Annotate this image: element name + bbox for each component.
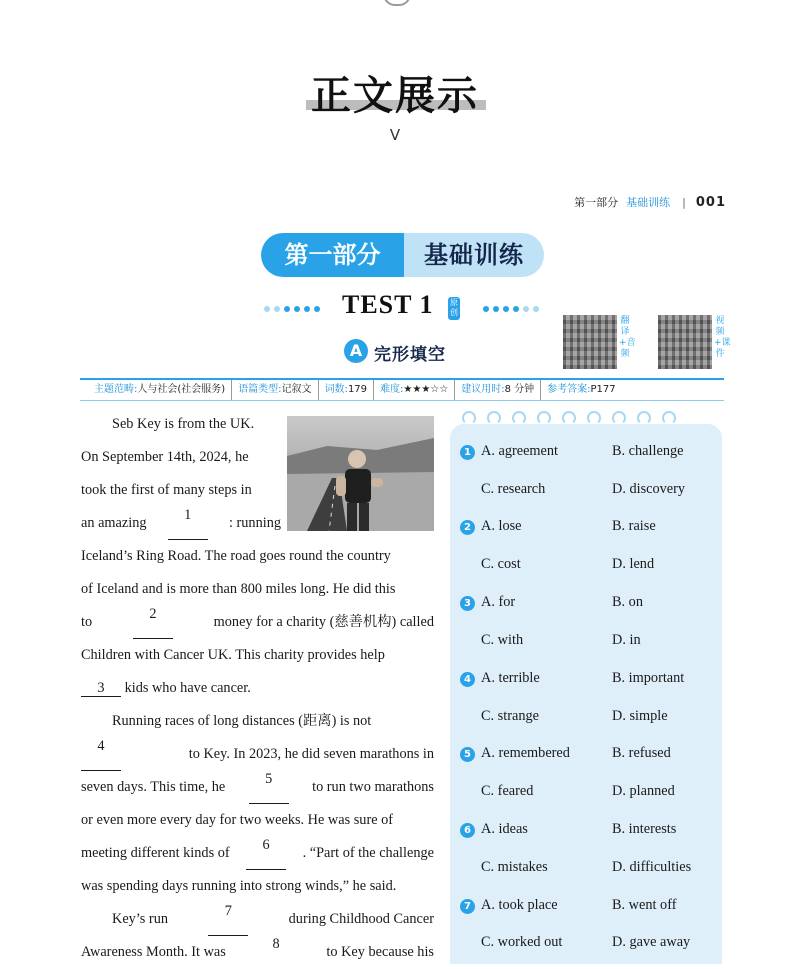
question-number-badge: 5: [460, 747, 475, 762]
original-tag: 原创: [448, 297, 460, 320]
passage-line: Running races of long distances (距离) is not: [112, 713, 372, 729]
question-number-badge: 1: [460, 445, 475, 460]
info-answer: 参考答案:P177: [547, 384, 616, 395]
option-c[interactable]: C. with: [481, 632, 524, 648]
dots-decoration-right: [483, 305, 539, 313]
option-b[interactable]: B. challenge: [612, 443, 684, 459]
option-d[interactable]: D. difficulties: [612, 859, 692, 875]
option-c[interactable]: C. worked out: [481, 934, 563, 950]
binder-rings-decoration: [462, 411, 676, 425]
passage-line: or even more every day for two weeks. He was sure of: [81, 812, 394, 828]
option-a[interactable]: A. for: [481, 594, 516, 610]
option-row: [460, 745, 720, 767]
question-number-badge: 4: [460, 672, 475, 687]
option-b[interactable]: B. on: [612, 594, 643, 610]
option-row: [460, 859, 720, 881]
option-row: [460, 443, 720, 465]
passage-line: Key’s run 7 during Childhood Cancer: [81, 903, 434, 936]
passage-line: seven days. This time, he 5 to run two marathons: [81, 771, 434, 804]
qr-label-video: 视频+课件: [714, 316, 731, 359]
option-d[interactable]: D. discovery: [612, 481, 686, 497]
option-row: [460, 783, 720, 805]
running-header: 第一部分 基础训练 | 001: [574, 195, 726, 210]
option-row: [460, 632, 720, 654]
passage-line: an amazing 1 : running: [81, 507, 281, 540]
option-a[interactable]: A. remembered: [481, 745, 570, 761]
section-title: 完形填空: [374, 345, 446, 365]
part-header-left: 第一部分: [261, 233, 404, 277]
option-a[interactable]: A. ideas: [481, 821, 528, 837]
option-row: [460, 897, 720, 919]
question-number-badge: 3: [460, 596, 475, 611]
option-b[interactable]: B. went off: [612, 897, 677, 913]
option-a[interactable]: A. terrible: [481, 670, 540, 686]
option-c[interactable]: C. mistakes: [481, 859, 548, 875]
passage: [81, 408, 434, 969]
question-number-badge: 2: [460, 520, 475, 535]
running-header-section: 基础训练: [626, 196, 671, 209]
qr-label-translation: 翻译+音频: [619, 316, 636, 359]
blank-3[interactable]: 3: [81, 680, 121, 697]
passage-line: 3 kids who have cancer.: [81, 672, 434, 705]
option-d[interactable]: D. simple: [612, 708, 668, 724]
banner-title: 正文展示: [311, 73, 479, 119]
part-header: [261, 233, 544, 277]
option-b[interactable]: B. raise: [612, 518, 656, 534]
blank-8[interactable]: 8: [272, 936, 280, 952]
option-row: [460, 518, 720, 540]
info-bar: [80, 378, 724, 401]
option-row: [460, 708, 720, 730]
test-title: TEST 1: [342, 290, 434, 319]
passage-line: to 2 money for a charity (慈善机构) called: [81, 606, 434, 639]
option-d[interactable]: D. gave away: [612, 934, 691, 950]
info-time: 建议用时:8 分钟: [455, 380, 541, 400]
option-row: [460, 556, 720, 578]
qr-code-video[interactable]: [658, 315, 712, 369]
passage-line: Iceland’s Ring Road. The road goes round the country: [81, 548, 391, 564]
chevron-down-icon: V: [389, 126, 401, 144]
passage-line: of Iceland and is more than 800 miles long. He did this: [81, 581, 396, 597]
option-c[interactable]: C. cost: [481, 556, 521, 572]
blank-1[interactable]: 1: [168, 507, 208, 540]
passage-line: was spending days running into strong winds,” he said.: [81, 878, 397, 894]
passage-line: Awareness Month. It was 8 to Key because his: [81, 936, 434, 969]
option-row: [460, 821, 720, 843]
option-c[interactable]: C. research: [481, 481, 546, 497]
passage-line: 4 to Key. In 2023, he did seven marathons in: [81, 738, 434, 771]
blank-6[interactable]: 6: [246, 837, 286, 870]
blank-4[interactable]: 4: [81, 738, 121, 771]
page-number: 001: [695, 195, 726, 210]
info-words: 词数:179: [319, 380, 374, 400]
passage-line: Children with Cancer UK. This charity provides help: [81, 647, 385, 663]
option-a[interactable]: A. took place: [481, 897, 558, 913]
blank-5[interactable]: 5: [249, 771, 289, 804]
option-c[interactable]: C. strange: [481, 708, 539, 724]
blank-7[interactable]: 7: [208, 903, 248, 936]
option-row: [460, 670, 720, 692]
options-panel: [450, 424, 722, 964]
info-genre: 语篇类型:记叙文: [232, 380, 318, 400]
option-b[interactable]: B. refused: [612, 745, 671, 761]
question-number-badge: 6: [460, 823, 475, 838]
option-row: [460, 594, 720, 616]
passage-line: took the first of many steps in: [81, 482, 252, 498]
section-badge: A: [344, 339, 368, 363]
running-header-part: 第一部分: [574, 196, 619, 209]
option-d[interactable]: D. planned: [612, 783, 675, 799]
option-b[interactable]: B. important: [612, 670, 685, 686]
option-a[interactable]: A. agreement: [481, 443, 559, 459]
option-c[interactable]: C. feared: [481, 783, 534, 799]
part-header-right: 基础训练: [424, 241, 524, 269]
top-decoration: [383, 0, 411, 6]
option-a[interactable]: A. lose: [481, 518, 522, 534]
option-row: [460, 934, 720, 956]
info-theme: 主题范畴:人与社会(社会服务): [80, 380, 232, 400]
option-d[interactable]: D. in: [612, 632, 641, 648]
passage-line: On September 14th, 2024, he: [81, 449, 249, 465]
option-row: [460, 481, 720, 503]
passage-line: Seb Key is from the UK.: [112, 416, 255, 432]
option-b[interactable]: B. interests: [612, 821, 677, 837]
question-number-badge: 7: [460, 899, 475, 914]
passage-line: meeting different kinds of 6 . “Part of the challenge: [81, 837, 434, 870]
dots-decoration-left: [264, 305, 320, 313]
option-d[interactable]: D. lend: [612, 556, 655, 572]
info-difficulty: 难度:★★★☆☆: [374, 380, 455, 400]
blank-2[interactable]: 2: [133, 606, 173, 639]
qr-code-translation[interactable]: [563, 315, 617, 369]
